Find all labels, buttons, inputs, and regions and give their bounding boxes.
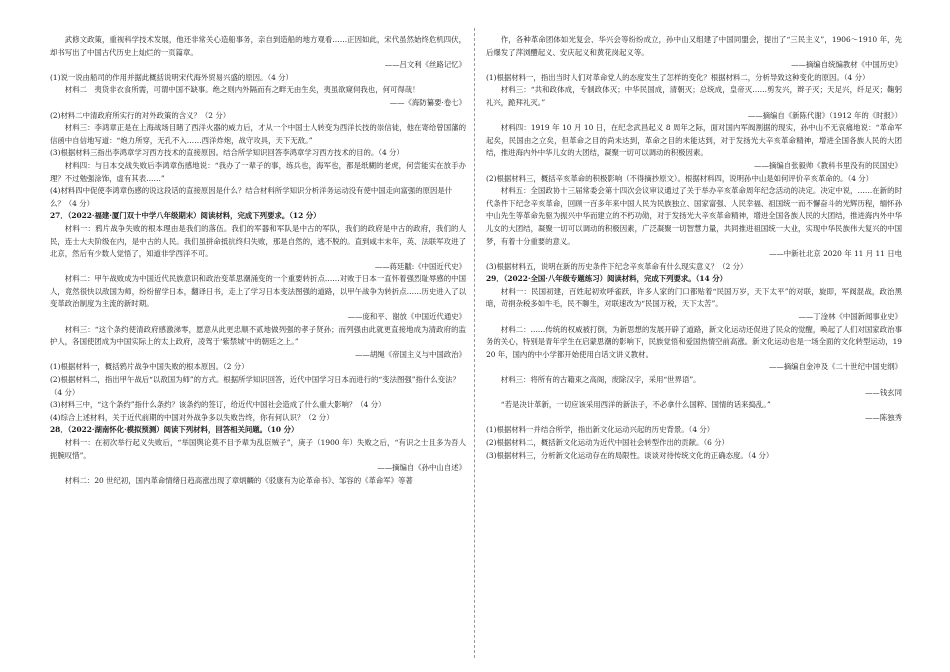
source-citation: ——摘编自金冲及《二十世纪中国史纲》 <box>768 362 902 372</box>
question: (4)综合上述材料，关于近代前期的中国对外战争多以失败告终，你有何认识？（2 分） <box>50 412 334 422</box>
question: (2)根据材料二，概括新文化运动为近代中国社会转型作出的贡献。（6 分） <box>486 438 729 447</box>
question-heading: 27．（2022·福建·厦门双十中学八年级期末）阅读材料，完成下列要求。（12 分） <box>50 211 321 221</box>
material-paragraph: 材料三：“共和政体成，专制政体灭；中华民国成，清朝灭；总统成，皇帝灭……剪发兴，辫子灭；天足兴，纤足灭；鞠躬礼兴，跪拜礼灭。” <box>486 85 902 107</box>
material-paragraph: “若是决计革新，一切应该采用西洋的新法子，不必拿什么国粹、国情的话来捣乱。” <box>500 400 771 410</box>
question: (4)材料四中促使李鸿章伤感的说这段话的直接原因是什么？结合材料所学知识分析洋务运动没有使中国走向富强的原因是什么？（4 分） <box>50 186 453 208</box>
source-citation: ——丁淦林《中国新闻事业史》 <box>798 312 902 322</box>
question: (3)根据材料三指出李鸿章学习西方技术的直接原因。结合所学知识回答李鸿章学习西方技术的目的。（4 分） <box>50 148 404 158</box>
source-citation: ——摘编自张毅帅《教科书里没有的民国史》 <box>754 160 902 170</box>
material-paragraph: 材料三：将所有的古籍束之高阁，废除汉字，采用“世界语”。 <box>500 375 701 385</box>
source-citation: ——蒋廷黻:《中国近代史》 <box>374 261 466 271</box>
question: (2)根据材料二，指出甲午战后“以敌国为师”的方式。根据所学知识回答，近代中国学习日本而进行的“变法图强”指什么变法？（4 分） <box>50 375 460 397</box>
source-citation: ——摘编自《新陈代谢》（1912 年的《时报》） <box>747 110 902 120</box>
material-paragraph: 材料一：鸦片战争失败的根本理由是我们的落伍。我们的军器和军队是中古的军队，我们的政府是中古的政府，我们的人民，连士大夫阶级在内，是中古的人民。我们虽拼命抵抗终归失败，那是自然的，逃不脱的。直到咸丰末年，英、法联军攻进了北京，然后有少数人觉悟了，知道非学西洋不可。 <box>50 223 466 259</box>
question-heading: 28．（2022·湖南怀化·模拟预测）阅读下列材料，回答相关问题。（10 分） <box>50 425 299 435</box>
question: (3)材料三中，“这个条约”指什么条约？该条约的签订，给近代中国社会造成了什么重大影响？（4 分） <box>50 400 386 410</box>
material-paragraph: 材料二 夷货非衣食所需，可谓中国不缺事。绝之则内外隔而有之畔无由生矣，夷虽欲窥伺我也，何可得哉！ <box>64 85 420 95</box>
question-heading: 29．（2022·全国·八年级专题练习）阅读材料，完成下列要求。（14 分） <box>486 274 728 284</box>
source-citation: ——钱玄同 <box>865 387 902 397</box>
source-citation: ——摘编自《孙中山自述》 <box>377 463 466 473</box>
material-paragraph: 材料二：……传统的权威被打倒，为新思想的发展开辟了道路，新文化运动还促进了民众的觉醒，唤起了人们对国家政治事务的关心，特别是青年学生在启蒙思潮的影响下，民族觉悟和爱国热情空前高涨。新文化运动也是一场全面的文化转型运动，1920 年，国内的中小学都开始使用白话文讲义教材。 <box>486 324 902 359</box>
source-citation: ——摘编自统编教材《中国历史》 <box>791 60 902 70</box>
material-paragraph: 材料四：1919 年 10 月 10 日，在纪念武昌起义 8 周年之际，面对国内军阀割据的现实，孙中山不无哀痛地说：“革命军起矣，民国由之立矣，但革命之目的尚未达到，革命之目的未能达到，对于发扬光大辛亥革命精神，增进全国各族人民的大团结，推进海内外中华儿女的大团结，凝聚一切可以调动的积极因素。 <box>486 123 902 158</box>
source-citation: ——陈独秀 <box>865 412 902 422</box>
question: (1)根据材料一并结合所学，指出新文化运动兴起的历史背景。（4 分） <box>486 425 715 435</box>
material-paragraph: 作，各种革命团体如光复会、华兴会等纷纷成立，孙中山又组建了中国同盟会，提出了“三民主义”，1906～1910 年，先后爆发了萍浏醴起义、安庆起义和黄花岗起义等。 <box>486 35 902 57</box>
material-paragraph: 材料二：甲午战败成为中国近代民族意识和政治变革思潮涌变的一个重要转折点……对败于日本一直怀着强烈耻辱感的中国人，竟然很快以敌国为师，纷纷留学日本，翻译日书，走上了学习日本变法图强的道路，以甲午战争为转折点……历史进入了以变革政治制度为主流的新时期。 <box>50 274 466 309</box>
question: (3)根据材料三，分析新文化运动存在的局限性。谈谈对待传统文化的正确态度。（4 分） <box>486 450 774 460</box>
left-column <box>50 34 466 487</box>
question: (3)根据材料五，说明在新的历史条件下纪念辛亥革命有什么现实意义？（2 分） <box>486 261 748 271</box>
material-paragraph: 材料三：“这个条约使清政府感激涕零，愿意从此更忠顺不贰地做列强的孝子贤孙；而列强由此就更直接地成为清政府的监护人，各国使团成为中国实际上的太上政府，凌驾于‘紫禁城’中的朝廷之上。” <box>50 324 466 347</box>
source-citation: ——庞和平、谢放《中国近代通史》 <box>347 312 466 322</box>
material-paragraph: 材料四：与日本交战失败后李鸿章伤感地说：“我办了一辈子的事，练兵也，海军也，都是纸糊的老虎，何尝能实在放手办理？不过勉强涂饰，虚有其表……” <box>50 160 466 183</box>
right-column <box>486 34 902 462</box>
material-paragraph: 材料一：在初次举行起义失败后，“举国舆论莫不目予辈为乱臣贼子”，庚子（1900 年）失败之后，“有识之士且多为吾人扼腕叹惜”。 <box>50 438 466 460</box>
question: (1)根据材料一，概括鸦片战争中国失败的根本原因。（2 分） <box>50 362 249 372</box>
material-paragraph: 材料一：民国初建，百姓起初欢呼雀跃，许多人家的门口都贴着“民国万岁，天下太平”的对联，旋即，军阀混战，政治黑暗，苛捐杂税多如牛毛，民不聊生，对联速改为“民国万税，天下太苦”。 <box>486 286 902 309</box>
question: (1)说一说由船司的作用并据此概括说明宋代海外贸易兴盛的原因。（4 分） <box>50 72 293 82</box>
question: (1)根据材料一，指出当时人们对革命党人的态度发生了怎样的变化？根据材料二，分析导致这种变化的原因。（4 分） <box>486 72 870 82</box>
question: (2)材料二中清政府所实行的对外政策的含义？（2 分） <box>50 110 231 120</box>
question: (2)根据材料三，概括辛亥革命的积极影响（不得摘抄原文）。根据材料四，说明孙中山是如何评价辛亥革命的。（4 分） <box>486 173 874 183</box>
material-paragraph: 材料二：20 世纪初，国内革命情绪日趋高涨出现了章炳麟的《驳康有为论革命书》、邹容的《革命军》等著 <box>64 475 413 485</box>
source-citation: ——《海防纂要·卷七》 <box>389 97 466 107</box>
column-divider <box>474 28 475 658</box>
material-paragraph: 材料三：李鸿章正是在上海战场目睹了西洋火器的威力后，才从一个中国士人转变为西洋长技的崇信徒，他在寄给曾国藩的信函中自信地写道：“炮力所穿，无孔不入……西洋炸炮，战守攻具，天下无敌。” <box>50 123 466 145</box>
source-citation: ——中新社北京 2020 年 11 月 11 日电 <box>768 249 902 259</box>
source-citation: ——吕文利《丝路记忆》 <box>384 60 466 70</box>
source-citation: ——胡绳《帝国主义与中国政治》 <box>355 349 466 359</box>
material-paragraph: 材料五：全国政协十三届常委会第十四次会议审议通过了关于举办辛亥革命周年纪念活动的决定。决定中说，……在新的时代条件下纪念辛亥革命，回顾一百多年来中国人民为民族独立、国家富强、人民幸福、祖国统一而不懈奋斗的光辉历程，缅怀孙中山先生等革命先驱为振兴中华而建立的不朽功勋，对于发扬光大辛亥革命精神，增进全国各族人民的大团结，推进海内外中华儿女的大团结，凝聚一切可以调动的积极因素，广泛凝聚一切智慧力量，共同推进祖国统一大业，实现中华民族伟大复兴的中国梦，有着十分重要的意义。 <box>486 186 902 246</box>
material-paragraph: 武修文政策，重视科学技术发展，他还非常关心造船事务，亲自到造船的地方观看……正因如此，宋代虽然始终危机四伏，却书写出了中国古代历史上灿烂的一页篇章。 <box>50 35 466 57</box>
